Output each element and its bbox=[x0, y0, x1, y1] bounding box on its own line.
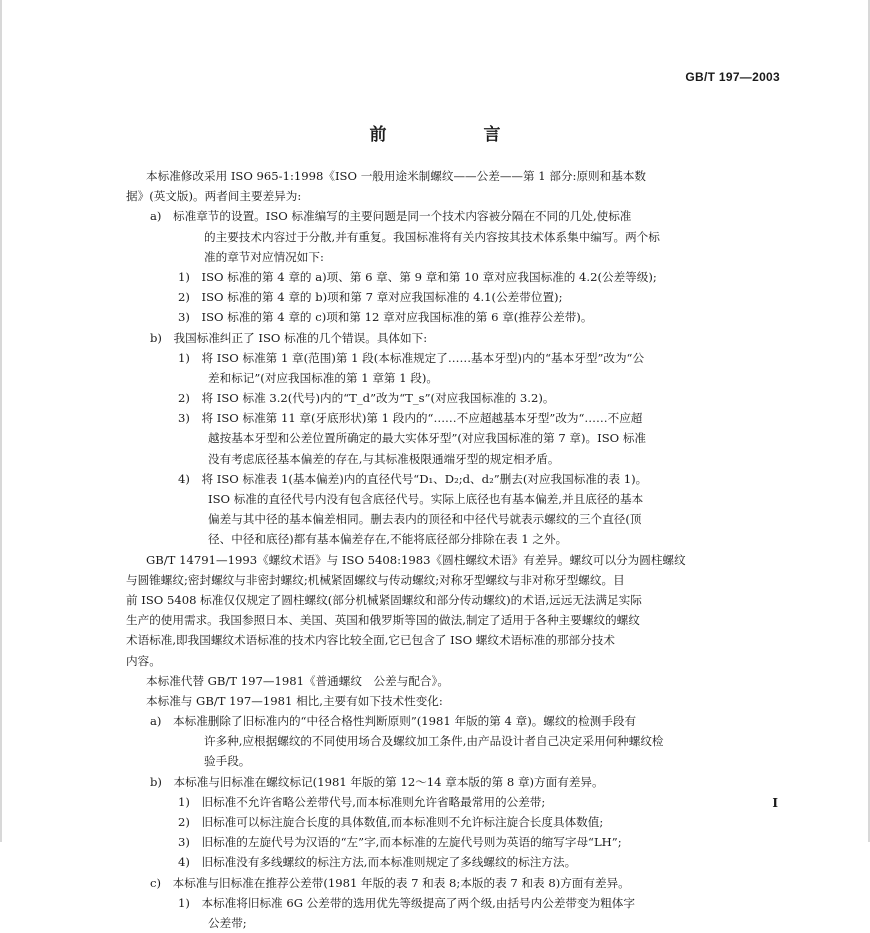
text-line: 前 ISO 5408 标准仅仅规定了圆柱螺纹(部分机械紧固螺纹和部分传动螺纹)的术语,远远无法满足实际 bbox=[126, 592, 642, 607]
text-line: 2) 将 ISO 标准 3.2(代号)内的“T_d”改为“T_s”(对应我国标准的 3.2)。 bbox=[178, 391, 555, 406]
page-number: I bbox=[772, 796, 778, 810]
text-line: 差和标记”(对应我国标准的第 1 章第 1 段)。 bbox=[208, 370, 438, 385]
text-line: 本标准修改采用 ISO 965-1:1998《ISO 一般用途米制螺纹——公差——第 1 部分:原则和基本数 bbox=[146, 169, 647, 183]
text-line: ISO 标准的直径代号内没有包含底径代号。实际上底径也有基本偏差,并且底径的基本 bbox=[208, 492, 644, 506]
text-line: 越按基本牙型和公差位置所确定的最大实体牙型”(对应我国标准的第 7 章)。ISO 标准 bbox=[208, 431, 647, 446]
text-line: 1) 本标准将旧标准 6G 公差带的选用优先等级提高了两个级,由括号内公差带变为粗体字 bbox=[178, 895, 635, 910]
text-line: 内容。 bbox=[126, 653, 161, 668]
text-line: 1) 旧标准不允许省略公差带代号,而本标准则允许省略最常用的公差带; bbox=[178, 794, 546, 809]
text-line: 2) ISO 标准的第 4 章的 b)项和第 7 章对应我国标准的 4.1(公差带位置); bbox=[178, 290, 563, 305]
text-line: 验手段。 bbox=[204, 754, 251, 769]
text-line: 本标准与 GB/T 197—1981 相比,主要有如下技术性变化: bbox=[146, 693, 443, 708]
text-line: b) 本标准与旧标准在螺纹标记(1981 年版的第 12～14 章本版的第 8 章)方面有差异。 bbox=[150, 774, 604, 789]
text-line: 术语标准,即我国螺纹术语标准的技术内容比较全面,它已包含了 ISO 螺纹术语标准的那部分技术 bbox=[126, 633, 615, 648]
text-line: c) 本标准与旧标准在推荐公差带(1981 年版的表 7 和表 8;本版的表 7 和表 8)方面有差异。 bbox=[150, 875, 630, 890]
text-line: 公差带; bbox=[208, 915, 247, 930]
text-line: 的主要技术内容过于分散,并有重复。我国标准将有关内容按其技术体系集中编写。两个标 bbox=[204, 229, 660, 244]
text-line: 1) 将 ISO 标准第 1 章(范围)第 1 段(本标准规定了……基本牙型)内的“基本牙型”改为“公 bbox=[178, 350, 645, 365]
text-line: 3) 旧标准的左旋代号为汉语的“左”字,而本标准的左旋代号则为英语的缩写字母“LH”; bbox=[178, 835, 622, 850]
text-line: 生产的使用需求。我国参照日本、美国、英国和俄罗斯等国的做法,制定了适用于各种主要螺纹的螺纹 bbox=[126, 613, 640, 628]
text-line: 1) ISO 标准的第 4 章的 a)项、第 6 章、第 9 章和第 10 章对应我国标准的 4.2(公差等级); bbox=[178, 269, 657, 284]
text-line: GB/T 14791—1993《螺纹术语》与 ISO 5408:1983《圆柱螺纹术语》有差异。螺纹可以分为圆柱螺纹 bbox=[146, 552, 686, 567]
text-line: 4) 将 ISO 标准表 1(基本偏差)内的直径代号“D₁、D₂;d、d₂”删去(对应我国标准的表 1)。 bbox=[178, 471, 648, 486]
text-line: 径、中径和底径)都有基本偏差存在,不能将底径部分排除在表 1 之外。 bbox=[208, 532, 568, 547]
text-line: 4) 旧标准没有多线螺纹的标注方法,而本标准则规定了多线螺纹的标注方法。 bbox=[178, 855, 577, 870]
text-line: 与圆锥螺纹;密封螺纹与非密封螺纹;机械紧固螺纹与传动螺纹;对称牙型螺纹与非对称牙型螺纹。目 bbox=[126, 572, 625, 587]
text-line: 准的章节对应情况如下: bbox=[204, 249, 324, 264]
text-line: b) 我国标准纠正了 ISO 标准的几个错误。具体如下: bbox=[150, 330, 428, 345]
document-body bbox=[126, 166, 786, 933]
text-line: 偏差与其中径的基本偏差相同。删去表内的顶径和中径代号就表示螺纹的三个直径(顶 bbox=[208, 512, 642, 527]
text-line: 2) 旧标准可以标注旋合长度的具体数值,而本标准则不允许标注旋合长度具体数值; bbox=[178, 815, 604, 829]
text-line: a) 本标准删除了旧标准内的“中径合格性判断原则”(1981 年版的第 4 章)。螺纹的检测手段有 bbox=[150, 714, 637, 729]
text-line: 3) ISO 标准的第 4 章的 c)项和第 12 章对应我国标准的第 6 章(推荐公差带)。 bbox=[178, 310, 593, 325]
text-line: 许多种,应根据螺纹的不同使用场合及螺纹加工条件,由产品设计者自己决定采用何种螺纹检 bbox=[204, 734, 664, 749]
page-title: 前 言 bbox=[369, 125, 541, 145]
text-line: a) 标准章节的设置。ISO 标准编写的主要问题是同一个技术内容被分隔在不同的几处,使标准 bbox=[150, 209, 632, 224]
text-line: 没有考虑底径基本偏差的存在,与其标准极限通端牙型的规定相矛盾。 bbox=[208, 451, 560, 466]
text-line: 据》(英文版)。两者间主要差异为: bbox=[126, 189, 302, 204]
text-line: 3) 将 ISO 标准第 11 章(牙底形状)第 1 段内的“……不应超越基本牙型”改为“……不应超 bbox=[178, 411, 643, 426]
text-line: 本标准代替 GB/T 197—1981《普通螺纹 公差与配合》。 bbox=[146, 673, 449, 688]
standard-code: GB/T 197—2003 bbox=[685, 70, 780, 84]
